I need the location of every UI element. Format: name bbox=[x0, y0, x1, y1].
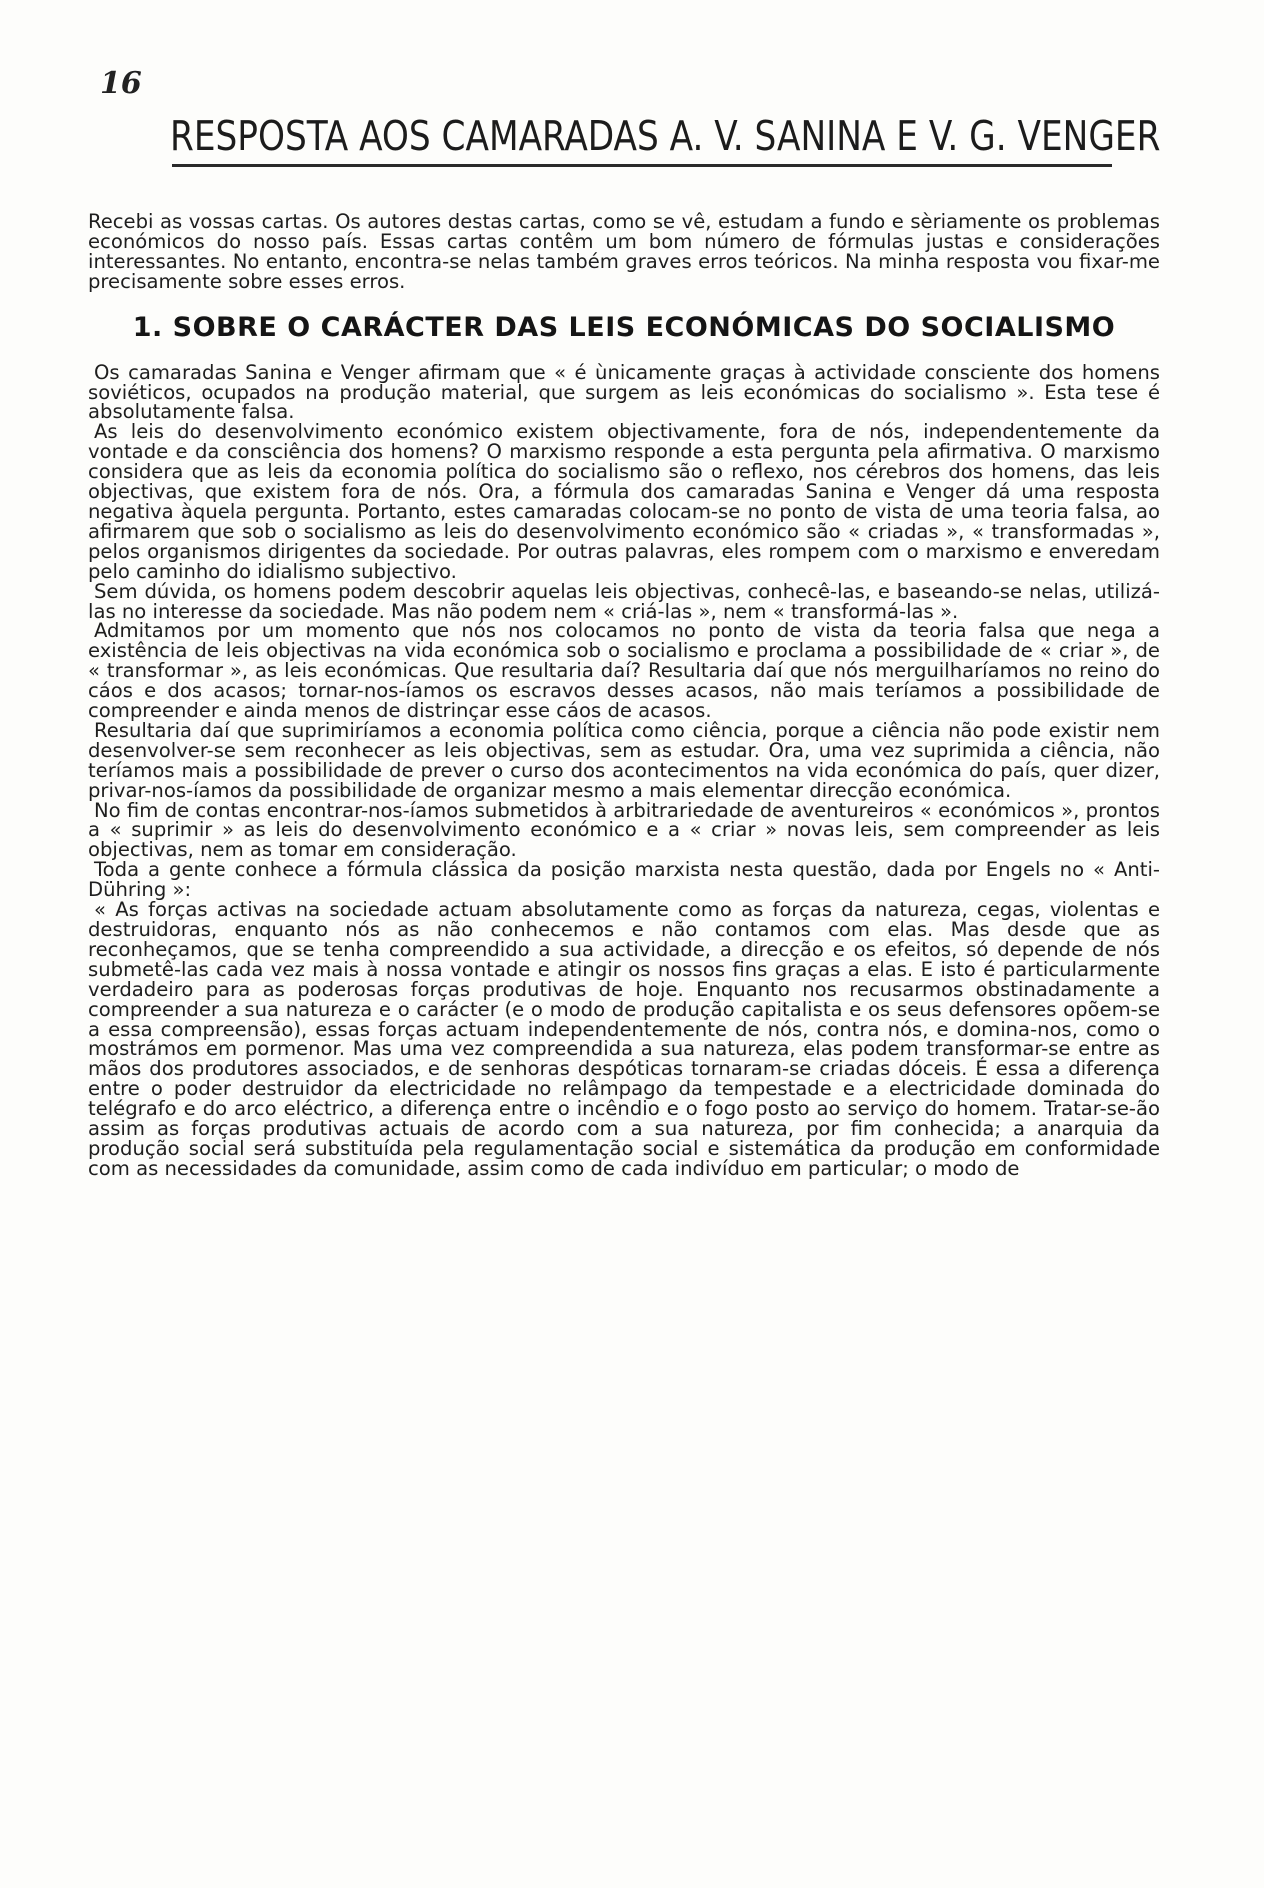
title-underline bbox=[172, 164, 1112, 167]
paragraph: Os camaradas Sanina e Venger afirmam que « é ùnicamente graças à actividade consciente dos homens soviéticos, ocupados na produção material, que surgem as leis económicas do socialismo ». Esta tese é absolutamente falsa. bbox=[88, 360, 1160, 424]
paragraph: Sem dúvida, os homens podem descobrir aquelas leis objectivas, conhecê-las, e baseando-se nelas, utilizá-las no interesse da sociedade. Mas não podem nem « criá-las », nem « transformá-las ». bbox=[88, 579, 1160, 623]
page-title: RESPOSTA AOS CAMARADAS A. V. SANINA E V. G. VENGER bbox=[170, 112, 1161, 160]
paragraph: Admitamos por um momento que nós nos colocamos no ponto de vista da teoria falsa que nega a existência de leis objectivas na vida económica sob o socialismo e proclama a possibilidade de « criar », de « transformar », as leis económicas. Que resultaria daí? Resultaria daí que nós merguilharíamos no reino do cáos e dos acasos; tornar-nos-íamos os escravos desses acasos, não mais teríamos a possibilidade de compreender e ainda menos de distrinçar esse cáos de acasos. bbox=[88, 619, 1160, 723]
section-heading: 1. SOBRE O CARÁCTER DAS LEIS ECONÓMICAS DO SOCIALISMO bbox=[132, 311, 1116, 343]
intro-paragraph: Recebi as vossas cartas. Os autores destas cartas, como se vê, estudam a fundo e sèriamente os problemas económicos do nosso país. Essas cartas contêm um bom número de fórmulas justas e considerações interessantes. No entanto, encontra-se nelas também graves erros teóricos. Na minha resposta vou fixar-me precisamente sobre esses erros. bbox=[88, 210, 1160, 293]
paragraph: As leis do desenvolvimento económico existem objectivamente, fora de nós, independentemente da vontade e da consciência dos homens? O marxismo responde a esta pergunta pela afirmativa. O marxismo considera que as leis da economia política do socialismo são o reflexo, nos cérebros dos homens, das leis objectivas, que existem fora de nós. Ora, a fórmula dos camaradas Sanina e Venger dá uma resposta negativa àquela pergunta. Portanto, estes camaradas colocam-se no ponto de vista de uma teoria falsa, ao afirmarem que sob o socialismo as leis do desenvolvimento económico são « criadas », « transformadas », pelos organismos dirigentes da sociedade. Por outras palavras, eles rompem com o marxismo e enveredam pelo caminho do idialismo subjectivo. bbox=[88, 420, 1160, 583]
engels-quote: « As forças activas na sociedade actuam absolutamente como as forças da natureza, cegas, violentas e destruidoras, enquanto nós as não conhecemos e não contamos com elas. Mas desde que as reconheçamos, que se tenha compreendido a sua actividade, a direcção e os efeitos, só depende de nós submetê-las cada vez mais à nossa vontade e atingir os nossos fins graças a elas. E isto é particularmente verdadeiro para as poderosas forças produtivas de hoje. Enquanto nos recusarmos obstinadamente a compreender a sua natureza e o carácter (e o modo de produção capitalista e os seus defensores opõem-se a essa compreensão), essas forças actuam independentemente de nós, contra nós, e domina-nos, como o mostrámos em pormenor. Mas uma vez compreendida a sua natureza, elas podem transformar-se entre as mãos dos produtores associados, e de senhoras despóticas tornaram-se criadas dóceis. É essa a diferença entre o poder destruidor da electricidade no relâmpago da tempestade e a electricidade dominada do telégrafo e do arco eléctrico, a diferença entre o incêndio e o fogo posto ao serviço do homem. Tratar-se-ão assim as forças produtivas actuais de acordo com a sua natureza, por fim conhecida; a anarquia da produção social será substituída pela regulamentação social e sistemática da produção em conformidade com as necessidades da comunidade, assim como de cada indivíduo em particular; o modo de bbox=[88, 898, 1160, 1180]
paragraph: No fim de contas encontrar-nos-íamos submetidos à arbitrariedade de aventureiros « económicos », prontos a « suprimir » as leis do desenvolvimento económico e a « criar » novas leis, sem compreender as leis objectivas, nem as tomar em consideração. bbox=[88, 798, 1160, 862]
page-number: 16 bbox=[100, 66, 142, 101]
paragraph: Toda a gente conhece a fórmula clássica da posição marxista nesta questão, dada por Engels no « Anti-Dühring »: bbox=[88, 858, 1160, 902]
paragraph: Resultaria daí que suprimiríamos a economia política como ciência, porque a ciência não pode existir nem desenvolver-se sem reconhecer as leis objectivas, sem as estudar. Ora, uma vez suprimida a ciência, não teríamos mais a possibilidade de prever o curso dos acontecimentos na vida económica do país, quer dizer, privar-nos-íamos da possibilidade de organizar mesmo a mais elementar direcção económica. bbox=[88, 718, 1160, 802]
body-text bbox=[88, 212, 1160, 1179]
